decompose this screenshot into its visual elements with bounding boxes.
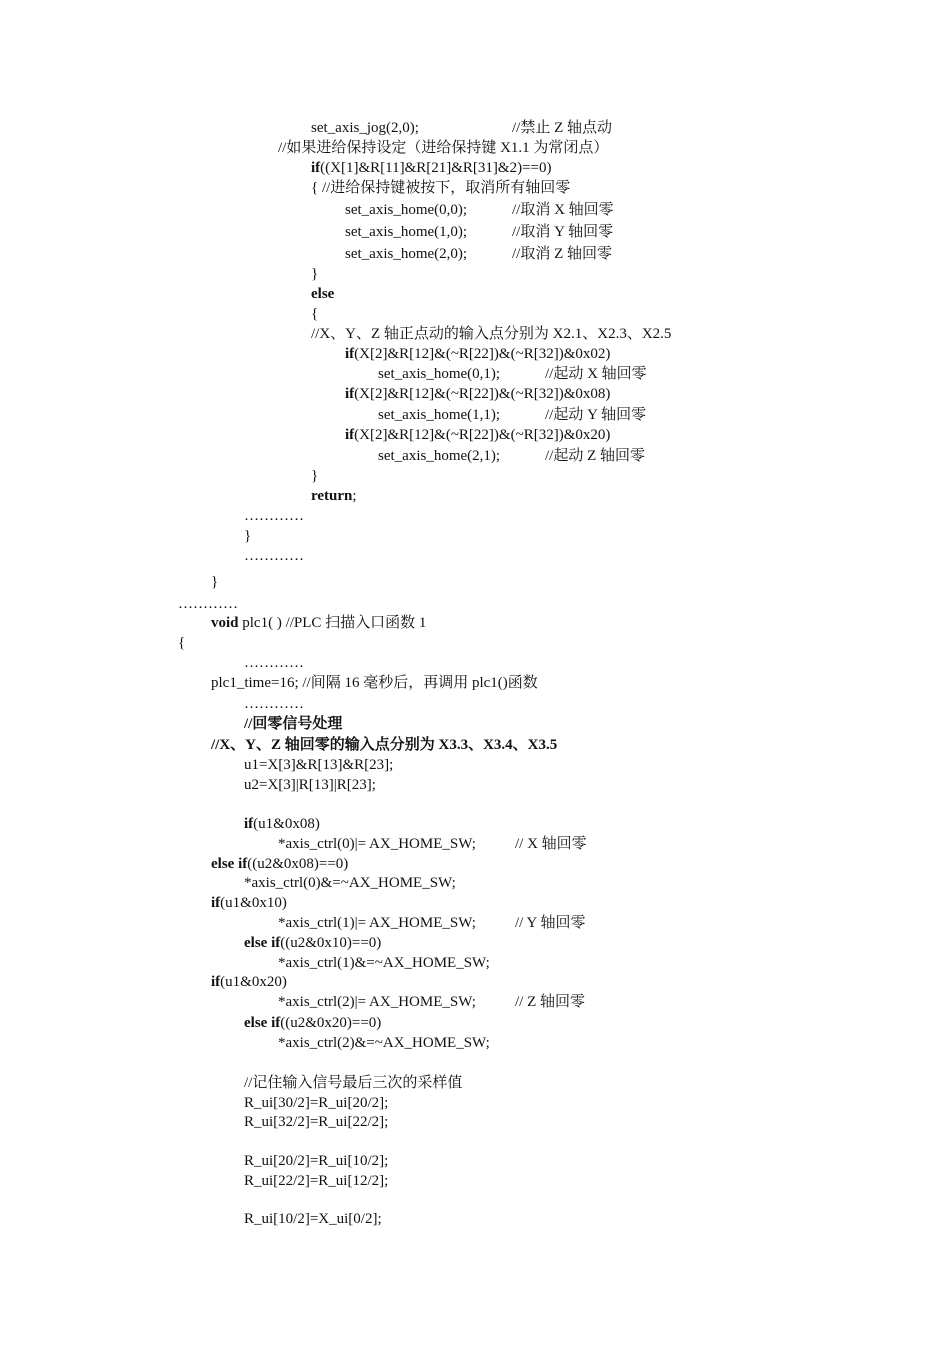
code-line (244, 714, 342, 734)
code-line (244, 1151, 388, 1171)
code-line (211, 673, 538, 693)
code-text: *axis_ctrl(2)&=~AX_HOME_SW; (278, 1035, 490, 1051)
code-line (311, 284, 334, 304)
code-text: R_ui[10/2]=X_ui[0/2]; (244, 1211, 382, 1227)
code-line (311, 264, 318, 284)
code-text: ((X[1]&R[11]&R[21]&R[31]&2)==0) (320, 160, 552, 176)
code-text: //记住输入信号最后三次的采样值 (244, 1075, 463, 1091)
code-comment: // Z 轴回零 (515, 994, 585, 1010)
code-line (244, 694, 304, 714)
code-comment: //取消 X 轴回零 (512, 202, 614, 218)
code-text: set_axis_home(2,1); (378, 448, 501, 464)
code-line (211, 854, 348, 874)
code-line (244, 755, 393, 775)
code-text: ………… (244, 655, 304, 671)
code-text: (u1&0x20) (220, 974, 287, 990)
code-comment: //起动 Y 轴回零 (545, 407, 647, 423)
code-line (311, 118, 419, 138)
code-line (278, 138, 608, 158)
code-comment: //取消 Z 轴回零 (512, 246, 612, 262)
code-text: *axis_ctrl(1)|= AX_HOME_SW; (278, 915, 476, 931)
code-text: (u1&0x10) (220, 895, 287, 911)
code-keyword: if (345, 346, 355, 362)
code-line (311, 324, 671, 344)
code-text: { (311, 306, 319, 322)
code-text: set_axis_home(2,0); (345, 246, 468, 262)
code-text: (X[2]&R[12]&(~R[22])&(~R[32])&0x20) (354, 427, 611, 443)
code-comment: //取消 Y 轴回零 (512, 224, 614, 240)
code-text: R_ui[20/2]=R_ui[10/2]; (244, 1153, 389, 1169)
code-text: *axis_ctrl(0)&=~AX_HOME_SW; (244, 875, 456, 891)
code-text: set_axis_home(0,1); (378, 366, 501, 382)
code-keyword: if (311, 160, 321, 176)
code-line (244, 546, 304, 566)
code-keyword: if (345, 427, 355, 443)
code-line (244, 775, 376, 795)
code-text: } (244, 528, 252, 544)
code-text: set_axis_home(0,0); (345, 202, 468, 218)
code-line (211, 572, 218, 592)
code-keyword: return (311, 488, 353, 504)
code-text: ………… (244, 696, 304, 712)
code-comment: // Y 轴回零 (515, 915, 586, 931)
code-keyword: else if (211, 856, 248, 872)
code-text: plc1_time=16; //间隔 16 毫秒后，再调用 plc1()函数 (211, 675, 538, 691)
code-line (378, 446, 500, 466)
code-text: } (311, 266, 319, 282)
code-keyword: if (345, 386, 355, 402)
code-keyword: if (244, 816, 254, 832)
code-keyword: if (211, 895, 221, 911)
code-comment: //起动 Z 轴回零 (545, 448, 645, 464)
code-text: set_axis_jog(2,0); (311, 120, 419, 136)
code-line (345, 384, 610, 404)
code-line (278, 953, 490, 973)
code-line (278, 913, 476, 933)
code-line (244, 653, 304, 673)
code-text: } (211, 574, 219, 590)
code-line (211, 972, 287, 992)
code-text: ………… (178, 596, 238, 612)
code-line (178, 633, 185, 653)
code-comment: // X 轴回零 (515, 836, 587, 852)
code-text: { (178, 635, 186, 651)
code-text: set_axis_home(1,0); (345, 224, 468, 240)
code-keyword: void (211, 615, 239, 631)
code-text: ………… (244, 548, 304, 564)
code-line (244, 1073, 462, 1093)
code-line (244, 526, 251, 546)
code-line (244, 1093, 388, 1113)
code-line (244, 873, 456, 893)
code-text: R_ui[30/2]=R_ui[20/2]; (244, 1095, 389, 1111)
code-line (211, 735, 557, 755)
code-comment: //禁止 Z 轴点动 (512, 120, 612, 136)
code-line (345, 344, 610, 364)
code-line (244, 1171, 388, 1191)
code-keyword: else if (244, 935, 281, 951)
code-text: ((u2&0x08)==0) (247, 856, 349, 872)
code-keyword: else (311, 286, 335, 302)
code-line (244, 814, 320, 834)
code-keyword: else if (244, 1015, 281, 1031)
code-text: ………… (244, 508, 304, 524)
code-line (345, 244, 467, 264)
code-text: R_ui[32/2]=R_ui[22/2]; (244, 1114, 389, 1130)
code-line (378, 405, 500, 425)
code-comment: //起动 X 轴回零 (545, 366, 647, 382)
code-line (211, 893, 287, 913)
code-text: { //进给保持键被按下，取消所有轴回零 (311, 180, 571, 196)
code-line (244, 933, 381, 953)
code-text: *axis_ctrl(2)|= AX_HOME_SW; (278, 994, 476, 1010)
code-line (378, 364, 500, 384)
code-text: plc1( ) //PLC 扫描入口函数 1 (238, 615, 427, 631)
code-text: //X、Y、Z 轴正点动的输入点分别为 X2.1、X2.3、X2.5 (311, 326, 672, 342)
code-text: } (311, 468, 319, 484)
code-text: *axis_ctrl(1)&=~AX_HOME_SW; (278, 955, 490, 971)
code-text: u2=X[3]|R[13]|R[23]; (244, 777, 376, 793)
code-line (311, 158, 552, 178)
code-line (244, 1013, 381, 1033)
code-line (345, 425, 610, 445)
code-keyword: if (211, 974, 221, 990)
code-line (278, 834, 476, 854)
code-text: (X[2]&R[12]&(~R[22])&(~R[32])&0x02) (354, 346, 611, 362)
code-line (178, 594, 238, 614)
code-text: set_axis_home(1,1); (378, 407, 501, 423)
code-keyword: //X、Y、Z 轴回零的输入点分别为 X3.3、X3.4、X3.5 (211, 737, 558, 753)
code-line (278, 1033, 490, 1053)
code-text: ((u2&0x20)==0) (280, 1015, 382, 1031)
code-line (311, 178, 570, 198)
code-text: *axis_ctrl(0)|= AX_HOME_SW; (278, 836, 476, 852)
code-line (244, 1112, 388, 1132)
code-text: (u1&0x08) (253, 816, 320, 832)
code-text: (X[2]&R[12]&(~R[22])&(~R[32])&0x08) (354, 386, 611, 402)
code-line (311, 486, 357, 506)
code-line (311, 304, 318, 324)
code-line (278, 992, 476, 1012)
code-text: ; (352, 488, 357, 504)
code-line (211, 613, 426, 633)
code-keyword: //回零信号处理 (244, 716, 343, 732)
code-line (244, 1209, 382, 1229)
code-text: R_ui[22/2]=R_ui[12/2]; (244, 1173, 389, 1189)
code-text: //如果进给保持设定（进给保持键 X1.1 为常闭点） (278, 140, 609, 156)
code-line (345, 200, 467, 220)
code-line (345, 222, 467, 242)
code-text: ((u2&0x10)==0) (280, 935, 382, 951)
code-line (311, 466, 318, 486)
code-line (244, 506, 304, 526)
code-text: u1=X[3]&R[13]&R[23]; (244, 757, 394, 773)
